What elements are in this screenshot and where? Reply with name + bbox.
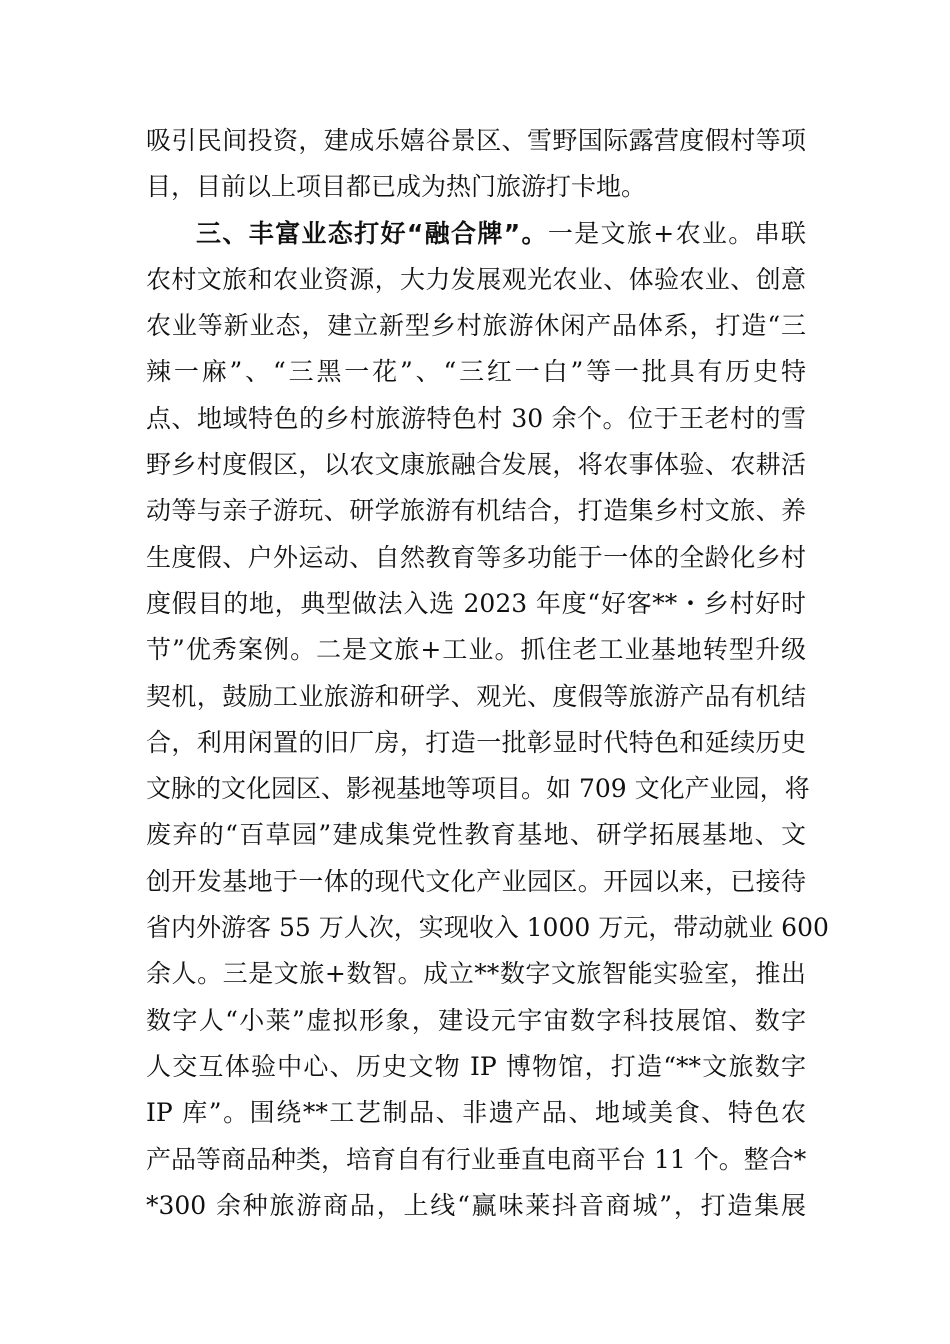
text-line: *300 余种旅游商品，上线“赢味莱抖音商城”，打造集展 [146, 1190, 806, 1220]
body-text [146, 118, 829, 1229]
text-line: 农村文旅和农业资源，大力发展观光农业、体验农业、创意 [146, 264, 806, 294]
text-line [146, 211, 806, 257]
text-line: 人交互体验中心、历史文物 IP 博物馆，打造“**文旅数字 [146, 1051, 806, 1081]
text-line: 吸引民间投资，建成乐嬉谷景区、雪野国际露营度假村等项 [146, 126, 806, 155]
text-line: 创开发基地于一体的现代文化产业园区。开园以来，已接待 [146, 866, 806, 896]
text-line: 度假目的地，典型做法入选 2023 年度“好客**・乡村好时 [146, 588, 806, 618]
text-line: 余人。三是文旅+数智。成立**数字文旅智能实验室，推出 [146, 959, 806, 989]
text-line: 点、地域特色的乡村旅游特色村 30 余个。位于王老村的雪 [146, 403, 806, 433]
text-line: 节”优秀案例。二是文旅+工业。抓住老工业基地转型升级 [146, 635, 806, 665]
heading-line-rest: 一是文旅+农业。串联 [547, 218, 806, 248]
text-line: 契机，鼓励工业旅游和研学、观光、度假等旅游产品有机结 [146, 681, 806, 711]
text-line: 数字人“小莱”虚拟形象，建设元宇宙数字科技展馆、数字 [146, 1005, 806, 1035]
text-line: 野乡村度假区，以农文康旅融合发展，将农事体验、农耕活 [146, 450, 806, 480]
paragraph-continued [146, 118, 806, 211]
text-line: 合，利用闲置的旧厂房，打造一批彰显时代特色和延续历史 [146, 727, 806, 757]
text-line: 产品等商品种类，培育自有行业垂直电商平台 11 个。整合* [146, 1144, 807, 1174]
text-line: IP 库”。围绕**工艺制品、非遗产品、地域美食、特色农 [146, 1098, 806, 1128]
text-line: 文脉的文化园区、影视基地等项目。如 709 文化产业园，将 [146, 774, 810, 804]
text-line: 省内外游客 55 万人次，实现收入 1000 万元，带动就业 600 [146, 913, 829, 943]
text-line: 生度假、户外运动、自然教育等多功能于一体的全龄化乡村 [146, 542, 806, 572]
text-line: 辣一麻”、“三黑一花”、“三红一白”等一批具有历史特 [146, 357, 806, 387]
paragraph-integration [146, 211, 829, 1230]
text-line: 废弃的“百草园”建成集党性教育基地、研学拓展基地、文 [146, 820, 806, 850]
text-line: 目，目前以上项目都已成为热门旅游打卡地。 [146, 172, 647, 202]
text-line: 动等与亲子游玩、研学旅游有机结合，打造集乡村文旅、养 [146, 496, 806, 526]
text-line: 农业等新业态，建立新型乡村旅游休闲产品体系，打造“三 [146, 311, 806, 341]
section-heading: 三、丰富业态打好“融合牌”。 [196, 218, 548, 248]
